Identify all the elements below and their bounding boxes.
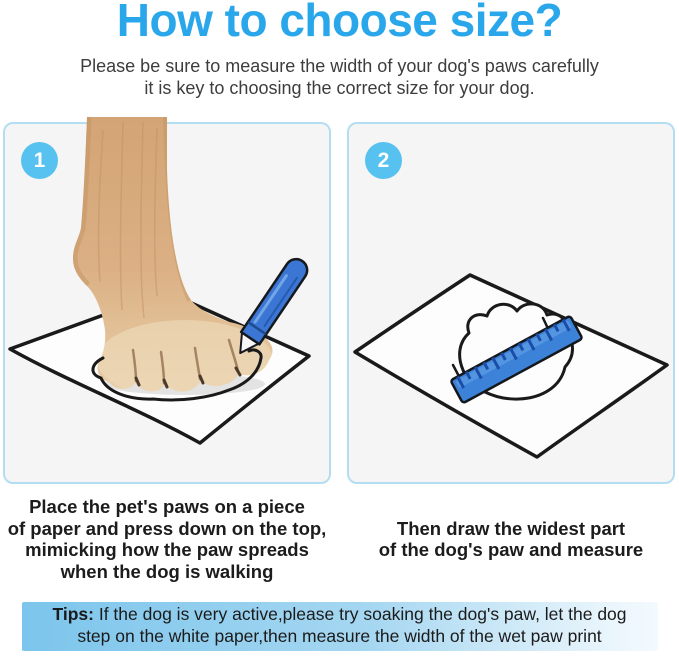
step-number-badge [365,142,402,179]
captions-row [3,484,675,594]
caption-line: when the dog is walking [60,560,274,582]
caption-line: Then draw the widest part [396,517,626,539]
steps-row [3,122,675,484]
caption-line: mimicking how the paw spreads [25,539,309,560]
caption-line: Place the pet's paws on a piece [29,496,305,517]
step-number: 1 [33,148,46,172]
tips-label: Tips: [52,604,94,624]
tips-text-1: If the dog is very active,please try soaking the dog's paw, let the dog [98,604,627,624]
tips-line-1 [30,604,650,626]
step-2-caption [347,484,675,594]
step-2-panel [347,122,675,484]
caption-line: of the dog's paw and measure [378,539,644,560]
step-2-illustration [347,122,677,484]
page-subtitle [0,56,679,99]
step-number: 2 [377,148,390,172]
tips-line-2: step on the white paper,then measure the width of the wet paw print [77,625,602,646]
subtitle-line-2: it is key to choosing the correct size for your dog. [144,77,535,98]
step-1-caption [3,484,331,594]
page-title: How to choose size? [116,0,563,46]
step-number-badge [21,142,58,179]
caption-line: of paper and press down on the top, [7,517,327,539]
tips-banner [22,602,658,651]
step-1-panel [3,122,331,484]
subtitle-line-1: Please be sure to measure the width of your dog's paws carefully [80,56,599,76]
